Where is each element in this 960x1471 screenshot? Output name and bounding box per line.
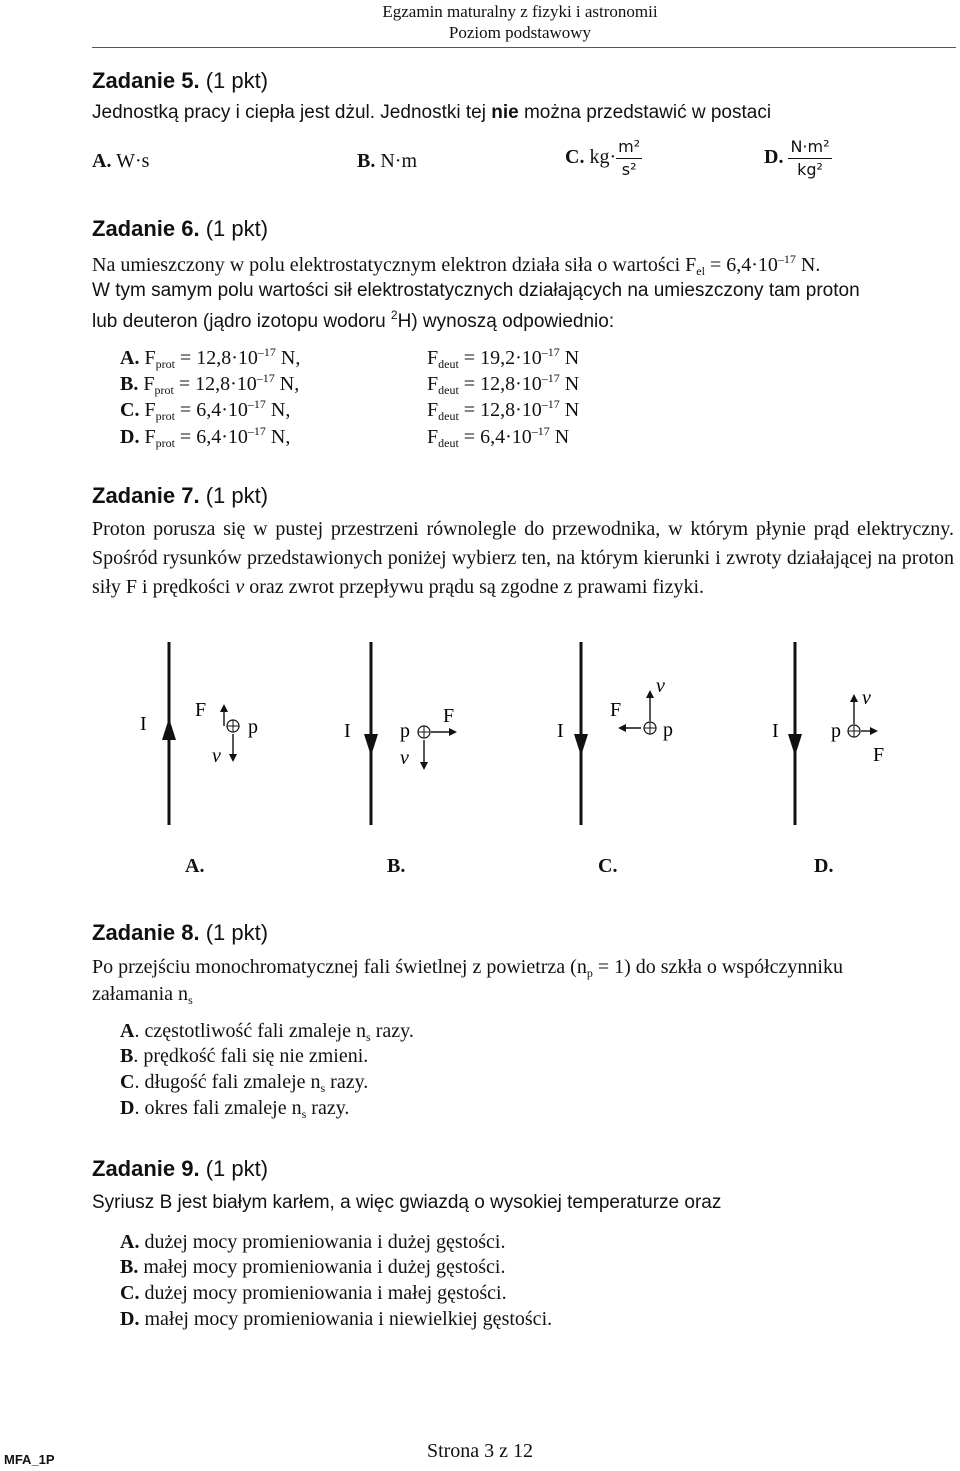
footer-code: MFA_1P	[4, 1452, 55, 1467]
task6-option-d: D. $F_{prot} = 6,4\cdot 10^{-17}$ N,	[120, 424, 291, 450]
header-level: Poziom podstawowy	[448, 23, 592, 42]
figure-d	[772, 642, 884, 825]
figure-a-label-p: p	[248, 716, 258, 738]
task5-d-fraction: $\frac{\text{N·m²}}{\text{kg²}}$	[790, 137, 830, 179]
task6-option-c-deut: $F_{deut} = 12,8\cdot 10^{-17}$ N	[427, 397, 580, 423]
task7-figures	[100, 630, 885, 830]
task6-line2: W tym samym polu wartości sił elektrostatycznych działających na umieszczony tam proton	[92, 280, 860, 301]
figure-d-current-arrow-down	[788, 734, 802, 756]
task8-option-c: C. długość fali zmaleje $n_s$ razy.	[120, 1071, 369, 1095]
task9-option-c: C. dużej mocy promieniowania i małej gęstości.	[120, 1282, 507, 1304]
figure-a-label-v: v	[212, 745, 221, 767]
figure-b-current-arrow-down	[364, 734, 378, 756]
task5-c-fraction: $\frac{\text{m²}}{\text{s²}}$	[618, 137, 641, 179]
figure-b-label-i: I	[344, 720, 351, 742]
task5-question: Jednostką pracy i ciepła jest dżul. Jednostki tej nie można przedstawić w postaci	[92, 102, 772, 123]
task8-option-a: A. częstotliwość fali zmaleje $n_s$ razy.	[120, 1020, 414, 1044]
figure-caption-a: A.	[185, 855, 205, 877]
figure-b-label-f: F	[443, 705, 455, 727]
task9-option-a: A. dużej mocy promieniowania i dużej gęstości.	[120, 1231, 506, 1253]
task6-line1: Na umieszczony w polu elektrostatycznym elektron działa siła o wartości $F_{el} = 6,4\cdot 10^{-17}$ N.	[92, 252, 821, 278]
task8-line1: Po przejściu monochromatycznej fali świetlnej z powietrza $(n_p = 1)$ do szkła o współczynniku	[92, 956, 843, 980]
figure-c-label-i: I	[557, 720, 564, 742]
task8-title: Zadanie 8. (1 pkt)	[92, 920, 269, 945]
figure-caption-d: D.	[814, 855, 834, 877]
task6-option-d-deut: $F_{deut} = 6,4\cdot 10^{-17}$ N	[427, 424, 570, 450]
figure-a	[140, 642, 258, 825]
figure-b-label-p: p	[400, 720, 410, 742]
figure-a-label-i: I	[140, 713, 147, 735]
task6-option-a-deut: $F_{deut} = 19,2\cdot 10^{-17}$ N	[427, 345, 580, 371]
task7-title: Zadanie 7. (1 pkt)	[92, 483, 269, 508]
figure-c-label-v: v	[656, 675, 665, 697]
figure-d-label-v: v	[862, 687, 871, 709]
footer-page-number: Strona 3 z 12	[426, 1440, 534, 1462]
task6-option-c: C. $F_{prot} = 6,4\cdot 10^{-17}$ N,	[120, 397, 291, 423]
figure-caption-c: C.	[598, 855, 618, 877]
task6-title: Zadanie 6. (1 pkt)	[92, 216, 269, 241]
figure-d-label-p: p	[831, 720, 841, 742]
figure-caption-b: B.	[387, 855, 406, 877]
task6-option-a: A. $F_{prot} = 12,8\cdot 10^{-17}$ N,	[120, 345, 301, 371]
task9-question: Syriusz B jest białym karłem, a więc gwiazdą o wysokiej temperaturze oraz	[92, 1192, 722, 1213]
task9-option-b: B. małej mocy promieniowania i dużej gęstości.	[120, 1256, 506, 1278]
figure-b-label-v: v	[400, 747, 409, 769]
task5-option-b: B. N·m	[357, 150, 418, 172]
figure-b	[344, 642, 455, 825]
task6-option-b-deut: $F_{deut} = 12,8\cdot 10^{-17}$ N	[427, 371, 580, 397]
task5-title: Zadanie 5. (1 pkt)	[92, 68, 269, 93]
task9-option-d: D. małej mocy promieniowania i niewielkiej gęstości.	[120, 1308, 553, 1330]
header-exam-title: Egzamin maturalny z fizyki i astronomii	[382, 2, 658, 21]
task8-option-d: D. okres fali zmaleje $n_s$ razy.	[120, 1097, 350, 1121]
header-rule	[92, 47, 956, 48]
figure-c	[557, 642, 673, 825]
task5-option-d: D. $\frac{\text{N·m²}}{\text{kg²}}$	[764, 137, 830, 179]
task6-option-b: B. $F_{prot} = 12,8\cdot 10^{-17}$ N,	[120, 371, 300, 397]
figure-a-current-arrow-up	[162, 718, 176, 740]
task8-line2: załamania $n_s$	[92, 983, 193, 1007]
task6-line3: lub deuteron (jądro izotopu wodoru $^2$H) wynoszą odpowiednio:	[92, 308, 615, 332]
figure-d-label-i: I	[772, 720, 779, 742]
task8-option-b: B. prędkość fali się nie zmieni.	[120, 1045, 369, 1067]
task5-option-a: A. W·s	[92, 150, 150, 172]
task9-title: Zadanie 9. (1 pkt)	[92, 1156, 269, 1181]
figure-c-label-p: p	[663, 719, 673, 741]
task7-paragraph: Proton porusza się w pustej przestrzeni równolegle do przewodnika, w którym płynie prąd elektryczny. Spośród rysunków przedstawionych poniżej wybierz ten, na którym kierunki i zwroty działającej na proton siły F i prędkości v oraz zwrot przepływu prądu są zgodne z prawami fizyki.	[92, 518, 954, 598]
figure-c-current-arrow-down	[574, 734, 588, 756]
figure-c-label-f: F	[610, 699, 622, 721]
figure-d-label-f: F	[873, 744, 885, 766]
figure-a-label-f: F	[195, 699, 207, 721]
task5-option-c: C. kg· $\frac{\text{m²}}{\text{s²}}$	[565, 137, 641, 179]
